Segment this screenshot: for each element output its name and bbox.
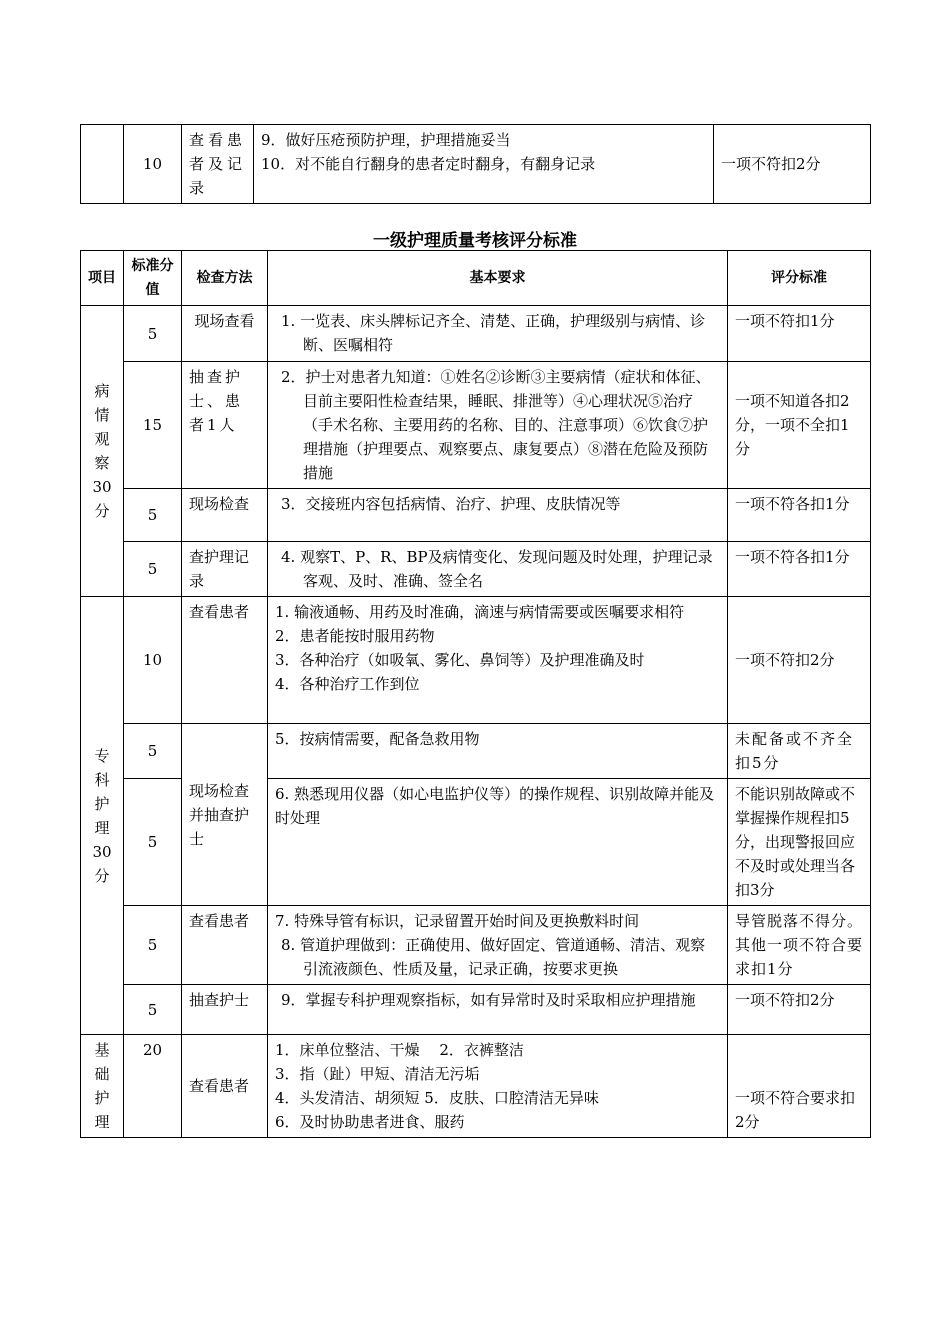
header-criteria: 评分标准 [728,251,871,306]
requirement-line: 4. 观察T、P、R、BP及病情变化、发现问题及时处理，护理记录客观、及时、准确、签全名 [281,548,713,590]
requirement-line: 1．床单位整洁、干燥 2．衣裤整洁 [275,1041,524,1059]
criteria-cell: 未配备或不齐全扣5分 [728,724,871,779]
requirement-line: 2．患者能按时服用药物 [275,627,435,645]
score-cell: 5 [124,489,182,542]
criteria-cell: 一项不符扣2分 [728,597,871,724]
requirement-line: 7. 特殊导管有标识，记录留置开始时间及更换敷料时间 [275,912,640,930]
section-name-cell: 专科护理30分 [81,597,124,1035]
method-cell: 查看患者及记录 [182,125,254,204]
score-cell: 5 [124,542,182,597]
requirement-line: 3．指（趾）甲短、清洁无污垢 [275,1065,480,1083]
requirement-line: 3．交接班内容包括病情、治疗、护理、皮肤情况等 [281,495,621,513]
method-cell: 抽查护士 [182,985,268,1035]
requirements-cell [268,985,728,1035]
requirement-line: 1. 输液通畅、用药及时准确，滴速与病情需要或医嘱要求相符 [275,603,685,621]
criteria-cell: 一项不符扣2分 [714,125,871,204]
criteria-cell: 一项不符扣2分 [728,985,871,1035]
requirement-line: 4．各种治疗工作到位 [275,675,420,693]
method-cell: 抽查护士、患者1人 [182,362,268,489]
header-row [81,251,871,306]
requirements-cell [268,1035,728,1138]
criteria-cell: 一项不符合要求扣2分 [728,1035,871,1138]
criteria-cell: 一项不符扣1分 [728,306,871,362]
score-cell: 15 [124,362,182,489]
requirement-line: 2．护士对患者九知道：①姓名②诊断③主要病情（症状和体征、目前主要阳性检查结果，睡眠、排泄等）④心理状况⑤治疗（手术名称、主要用药的名称、目的、注意事项）⑥饮食⑦护理措施（护理要点、观察要点、康复要点）⑧潜在危险及预防措施 [281,368,711,482]
score-cell: 10 [124,597,182,724]
table-row [81,125,871,204]
table-row [81,597,871,724]
header-method: 检查方法 [182,251,268,306]
score-cell: 5 [124,985,182,1035]
criteria-cell: 导管脱落不得分。其他一项不符合要求扣1分 [728,906,871,985]
requirement-line: 9．掌握专科护理观察指标，如有异常时及时采取相应护理措施 [281,991,696,1009]
score-cell: 5 [124,906,182,985]
method-cell: 查看患者 [182,906,268,985]
item-cell [81,125,124,204]
requirements-cell [268,362,728,489]
requirements-cell [268,724,728,779]
requirement-line: 6. 熟悉现用仪器（如心电监护仪等）的操作规程、识别故障并能及时处理 [275,785,715,827]
table-row [81,724,871,779]
criteria-cell: 一项不符各扣1分 [728,489,871,542]
requirements-cell [254,125,714,204]
method-cell: 现场检查并抽查护士 [182,724,268,906]
criteria-cell: 一项不符各扣1分 [728,542,871,597]
requirement-line: 9．做好压疮预防护理，护理措施妥当 [261,131,511,149]
header-score: 标准分值 [124,251,182,306]
table-row [81,362,871,489]
method-cell: 现场检查 [182,489,268,542]
table-row [81,542,871,597]
requirement-line: 6．及时协助患者进食、服药 [275,1113,465,1131]
table-row [81,906,871,985]
requirement-line: 5．按病情需要，配备急救用物 [275,730,480,748]
requirements-cell [268,779,728,906]
score-cell: 10 [124,125,182,204]
criteria-cell: 一项不知道各扣2分，一项不全扣1分 [728,362,871,489]
table-row [81,489,871,542]
header-requirements: 基本要求 [268,251,728,306]
requirements-cell [268,597,728,724]
requirements-cell [268,906,728,985]
requirement-line: 1. 一览表、床头牌标记齐全、清楚、正确，护理级别与病情、诊断、医嘱相符 [281,312,706,354]
requirements-cell [268,306,728,362]
method-cell: 现场查看 [182,306,268,362]
requirement-line: 4．头发清洁、胡须短 5．皮肤、口腔清洁无异味 [275,1089,599,1107]
requirement-line: 8. 管道护理做到：正确使用、做好固定、管道通畅、清洁、观察引流液颜色、性质及量，记录正确，按要求更换 [281,936,706,978]
method-cell: 查护理记录 [182,542,268,597]
continuation-table [80,124,871,204]
table-row [81,985,871,1035]
score-cell: 5 [124,306,182,362]
requirement-line: 10．对不能自行翻身的患者定时翻身，有翻身记录 [261,155,596,173]
method-cell: 查看患者 [182,1035,268,1138]
requirement-line: 3．各种治疗（如吸氧、雾化、鼻饲等）及护理准确及时 [275,651,645,669]
scoring-table [80,250,871,1138]
section-name-cell: 基础护理 [81,1035,124,1138]
document-title: 一级护理质量考核评分标准 [373,231,577,251]
requirements-cell [268,489,728,542]
score-cell: 5 [124,724,182,779]
method-cell: 查看患者 [182,597,268,724]
header-item: 项目 [81,251,124,306]
score-cell: 20 [124,1035,182,1138]
section-name-cell: 病情观察30分 [81,306,124,597]
score-cell: 5 [124,779,182,906]
requirements-cell [268,542,728,597]
criteria-cell: 不能识别故障或不掌握操作规程扣5分，出现警报回应不及时或处理当各扣3分 [728,779,871,906]
table-row [81,1035,871,1138]
table-row [81,306,871,362]
